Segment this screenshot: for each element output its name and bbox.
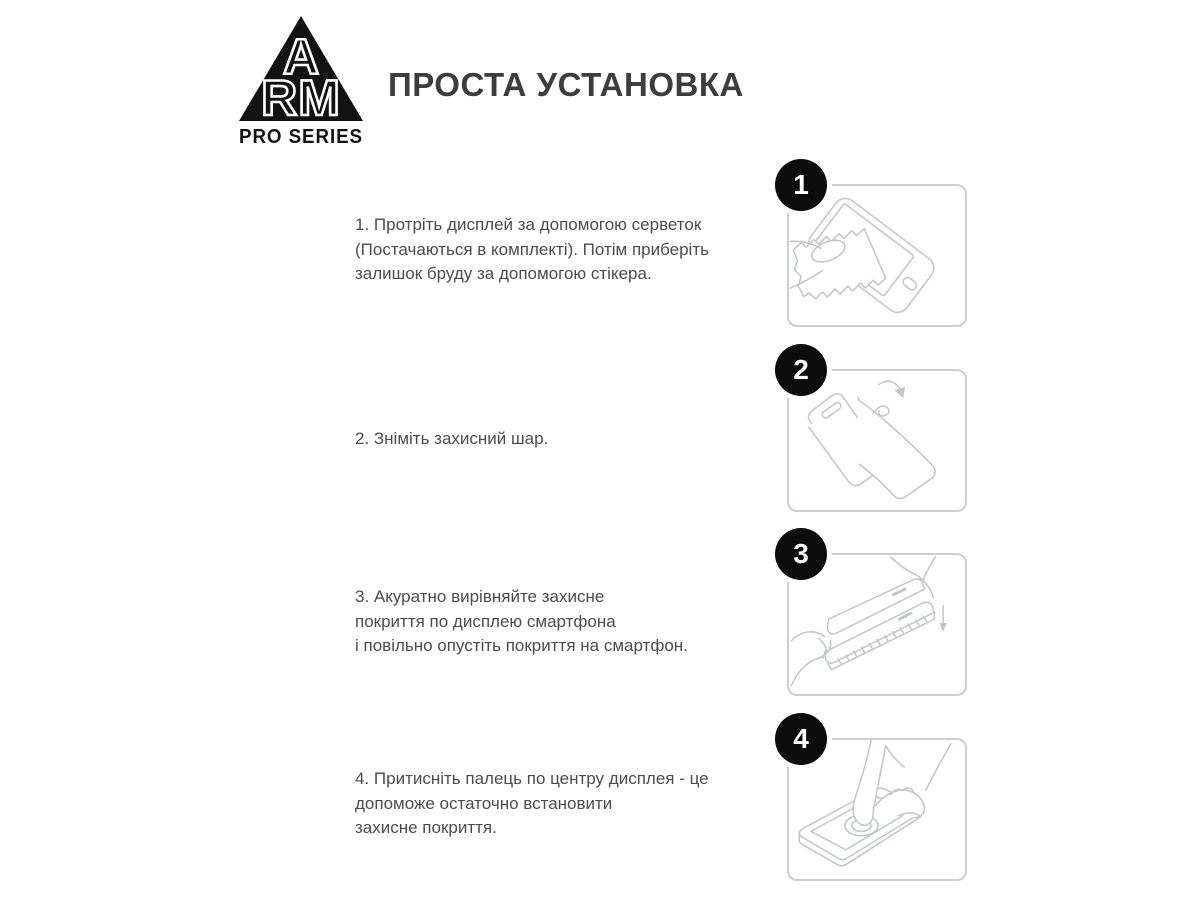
step-2-text: [355, 427, 800, 452]
logo-letters-rm: RM: [261, 70, 341, 126]
step-4-line-1: 4. Притисніть палець по центру дисплея - це: [355, 769, 709, 788]
step-4-line-3: захисне покриття.: [355, 818, 497, 837]
step-4-text: [355, 767, 800, 841]
step-1-line-3: залишок бруду за допомогою стікера.: [355, 264, 652, 283]
step-2-panel: [787, 354, 967, 512]
press-center-illustration: [789, 740, 965, 879]
brand-logo: [236, 12, 366, 148]
align-glass-illustration: [789, 555, 965, 694]
step-4-line-2: допоможе остаточно встановити: [355, 793, 613, 813]
step-1-number-badge: [775, 159, 827, 211]
step-1-panel: [787, 169, 967, 327]
step-4-number-badge: [775, 713, 827, 765]
step-3-line-2: покриття по дисплею смартфона: [355, 611, 616, 631]
step-3-line-3: і повільно опустіть покриття на смартфон.: [355, 636, 688, 655]
step-2-line-1: 2. Зніміть захисний шар.: [355, 429, 549, 448]
step-4-number: 4: [793, 723, 809, 754]
step-2-number-badge: [775, 344, 827, 396]
step-3-number-badge: [775, 528, 827, 580]
logo-subtitle: PRO SERIES: [239, 126, 363, 148]
step-4-panel: [787, 723, 967, 881]
wipe-screen-illustration: [789, 186, 965, 325]
step-3-panel: [787, 538, 967, 696]
step-3-number: 3: [793, 538, 809, 569]
step-3-text: [355, 585, 800, 659]
step-3-line-1: 3. Акуратно вирівняйте захисне: [355, 587, 605, 606]
step-2-number: 2: [793, 354, 809, 385]
step-1-line-2: (Постачаються в комплекті). Потім приберіть: [355, 239, 709, 259]
page-title: ПРОСТА УСТАНОВКА: [388, 66, 744, 103]
step-1-number: 1: [793, 169, 809, 200]
logo-letter-a: A: [282, 29, 320, 85]
step-1-line-1: 1. Протріть дисплей за допомогою серветок: [355, 215, 702, 234]
step-1-text: [355, 213, 800, 287]
peel-layer-illustration: [789, 371, 965, 510]
